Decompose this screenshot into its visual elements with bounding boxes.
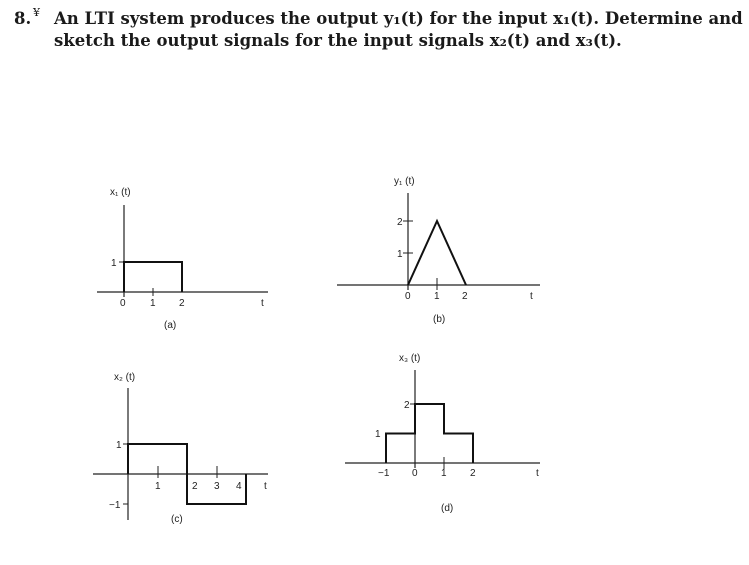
panel-b xyxy=(337,176,540,325)
panel-c xyxy=(93,372,268,525)
panel-b-signal-y1 xyxy=(408,221,466,285)
panel-a-xtick-label-0: 0 xyxy=(120,298,126,309)
panel-d xyxy=(345,353,540,514)
panel-d-xtick-label-2: 2 xyxy=(470,468,476,479)
panel-a-xtick-label-1: 1 xyxy=(150,298,156,309)
question-line-2: sketch the output signals for the input signals x₂(t) and x₃(t). xyxy=(54,31,622,50)
panel-a-caption: (a) xyxy=(164,320,177,331)
panel-c-caption: (c) xyxy=(171,514,183,525)
question-number: 8. xyxy=(14,9,32,28)
panel-d-xlabel: t xyxy=(536,468,539,479)
handwritten-mark: ¥ xyxy=(33,6,40,19)
panel-a-ylabel: x₁ (t) xyxy=(110,187,131,198)
panel-c-ylabel: x₂ (t) xyxy=(114,372,136,383)
panel-d-xtick-label-m1: −1 xyxy=(378,468,390,479)
panel-a-xtick-label-2: 2 xyxy=(179,298,185,309)
panel-c-xtick-label-2: 2 xyxy=(192,481,198,492)
panel-b-xtick-label-2: 2 xyxy=(462,291,468,302)
panel-d-ytick-label-1: 1 xyxy=(375,429,381,440)
panel-c-ytick-label-m1: −1 xyxy=(109,500,121,511)
panel-b-xtick-label-0: 0 xyxy=(405,291,411,302)
panel-d-caption: (d) xyxy=(441,503,454,514)
panel-d-ytick-label-2: 2 xyxy=(404,400,410,411)
panel-d-xtick-label-1: 1 xyxy=(441,468,447,479)
question-line-1: An LTI system produces the output y₁(t) for the input x₁(t). Determine and xyxy=(54,9,743,28)
panel-d-xtick-label-0: 0 xyxy=(412,468,418,479)
panel-a-signal-x1 xyxy=(124,262,182,292)
panel-c-xtick-label-4: 4 xyxy=(236,481,242,492)
panel-b-xtick-label-1: 1 xyxy=(434,291,440,302)
panel-b-ylabel: y₁ (t) xyxy=(394,176,415,187)
panel-c-xtick-label-1: 1 xyxy=(155,481,161,492)
panel-b-ytick-label-2: 2 xyxy=(397,217,403,228)
panel-a xyxy=(97,187,268,331)
panel-d-ylabel: x₃ (t) xyxy=(399,353,421,364)
panel-a-ytick-label-1: 1 xyxy=(111,258,117,269)
panel-d-signal-x3 xyxy=(386,404,473,463)
panel-c-xtick-label-3: 3 xyxy=(214,481,220,492)
panel-c-ytick-label-1: 1 xyxy=(116,440,122,451)
panel-a-xlabel: t xyxy=(261,298,264,309)
panel-b-xlabel: t xyxy=(530,291,533,302)
panel-c-xlabel: t xyxy=(264,481,267,492)
panel-b-caption: (b) xyxy=(433,314,446,325)
panel-b-ytick-label-1: 1 xyxy=(397,249,403,260)
